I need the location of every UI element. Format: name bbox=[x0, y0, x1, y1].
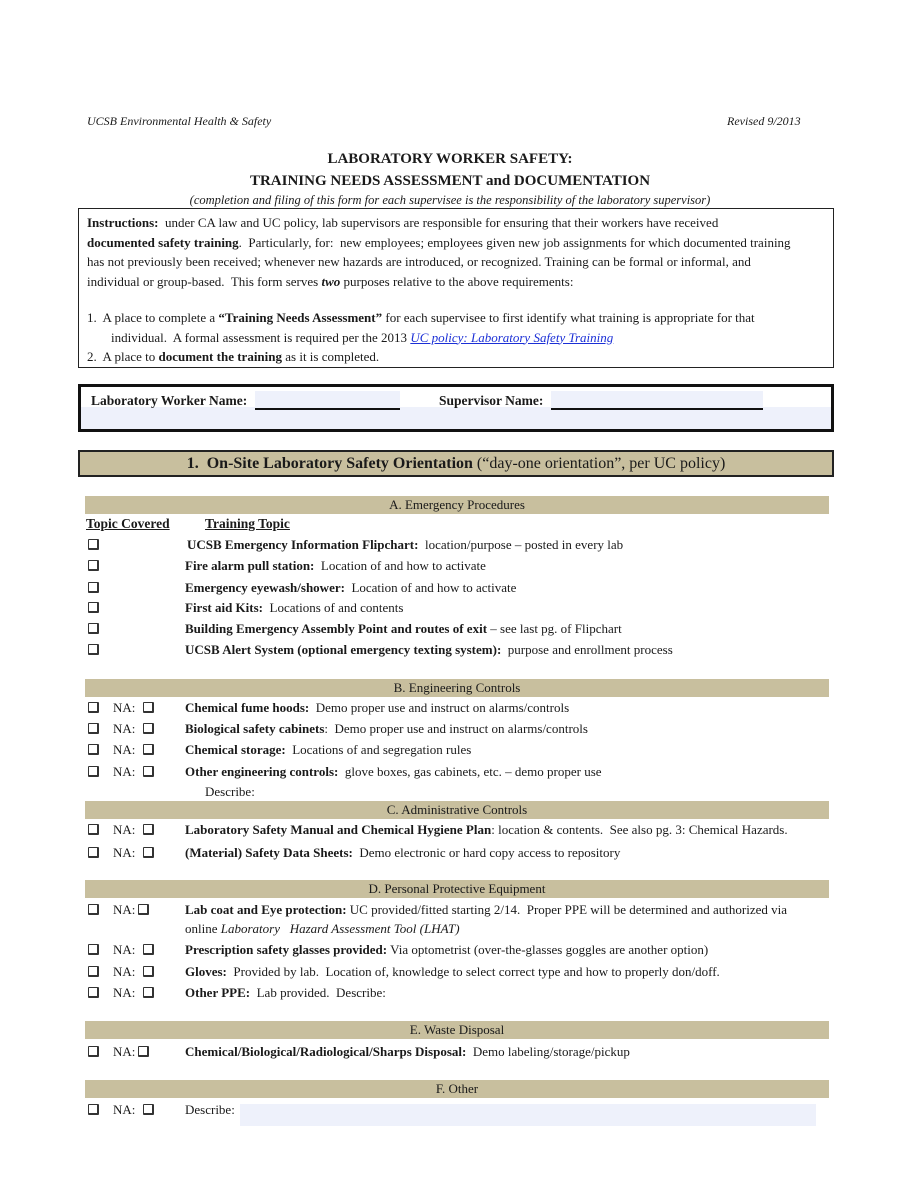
topic-covered-checkbox[interactable] bbox=[88, 966, 99, 977]
list-item bbox=[85, 619, 835, 639]
na-label: NA: bbox=[113, 721, 136, 736]
item-desc: Demo proper use and instruct on alarms/controls bbox=[309, 700, 570, 715]
item-title: Other PPE: bbox=[185, 985, 251, 1000]
topic-covered-checkbox[interactable] bbox=[88, 904, 99, 915]
supervisor-name-label: Supervisor Name: bbox=[439, 393, 544, 408]
item-desc: : Demo proper use and instruct on alarms/controls bbox=[324, 721, 588, 736]
item-title: Prescription safety glasses provided: bbox=[185, 942, 388, 957]
na-checkbox[interactable] bbox=[143, 824, 154, 835]
na-label: NA: bbox=[113, 985, 136, 1000]
list-item bbox=[85, 1100, 835, 1120]
section-1-note: (“day-one orientation”, per UC policy) bbox=[472, 455, 726, 472]
na-label: NA: bbox=[113, 1102, 136, 1117]
topic-covered-checkbox[interactable] bbox=[88, 702, 99, 713]
list-item bbox=[85, 598, 835, 618]
topic-covered-checkbox[interactable] bbox=[88, 582, 99, 593]
topic-covered-checkbox[interactable] bbox=[88, 644, 99, 655]
instructions-text: individual or group-based. This form serves bbox=[87, 273, 322, 289]
topic-covered-checkbox[interactable] bbox=[88, 560, 99, 571]
na-checkbox[interactable] bbox=[138, 904, 149, 915]
instructions-label: Instructions: bbox=[87, 215, 159, 230]
form-title-line2: TRAINING NEEDS ASSESSMENT and DOCUMENTATION bbox=[249, 173, 651, 189]
organization-name: UCSB Environmental Health & Safety bbox=[87, 114, 272, 128]
names-box bbox=[78, 384, 834, 432]
purpose-item-1: 1. A place to complete a bbox=[87, 310, 219, 325]
list-item bbox=[85, 740, 835, 760]
item-desc: Via optometrist (over-the-glasses goggles are another option) bbox=[387, 942, 709, 957]
item-title: Chemical/Biological/Radiological/Sharps Disposal: bbox=[185, 1044, 467, 1059]
item-desc: : location & contents. See also pg. 3: Chemical Hazards. bbox=[491, 822, 788, 837]
topic-covered-checkbox[interactable] bbox=[88, 539, 99, 550]
topic-covered-checkbox[interactable] bbox=[88, 744, 99, 755]
subsection-b-header: B. Engineering Controls bbox=[85, 679, 829, 697]
form-subtitle: (completion and filing of this form for each supervisee is the responsibility of the laboratory supervisor) bbox=[189, 193, 711, 207]
continuation-row bbox=[85, 919, 835, 939]
item-desc: Location of and how to activate bbox=[344, 580, 517, 595]
section-1-header bbox=[78, 450, 834, 477]
item-title: Building Emergency Assembly Point and routes of exit bbox=[185, 621, 488, 636]
purpose-item-2-text: as it is completed. bbox=[282, 349, 380, 364]
list-item bbox=[85, 983, 835, 1003]
na-label: NA: bbox=[113, 902, 136, 917]
item-title: Lab coat and Eye protection: bbox=[185, 902, 347, 917]
list-item bbox=[85, 962, 835, 982]
topic-covered-checkbox[interactable] bbox=[88, 1104, 99, 1115]
na-checkbox[interactable] bbox=[143, 766, 154, 777]
instructions-text: under CA law and UC policy, lab supervisors are responsible for ensuring that their workers have received bbox=[158, 215, 719, 230]
topic-covered-header: Topic Covered bbox=[86, 516, 170, 531]
item-desc: Locations of and contents bbox=[263, 600, 404, 615]
na-checkbox[interactable] bbox=[143, 744, 154, 755]
describe-label: Describe: bbox=[205, 784, 255, 799]
lhat-tool-name: Laboratory Hazard Assessment Tool (LHAT) bbox=[220, 921, 460, 936]
uc-policy-link[interactable]: UC policy: Laboratory Safety Training bbox=[410, 329, 614, 345]
item-desc: Demo labeling/storage/pickup bbox=[466, 1044, 630, 1059]
na-checkbox[interactable] bbox=[143, 944, 154, 955]
section-1-title: 1. On-Site Laboratory Safety Orientation bbox=[186, 455, 473, 472]
item-title: Fire alarm pull station: bbox=[185, 558, 315, 573]
supervisor-name-field[interactable] bbox=[551, 391, 763, 410]
item-title: Other engineering controls: bbox=[185, 764, 339, 779]
item-desc: location/purpose – posted in every lab bbox=[418, 537, 624, 552]
revision-date: Revised 9/2013 bbox=[727, 114, 801, 128]
list-item bbox=[85, 698, 835, 718]
worker-name-label: Laboratory Worker Name: bbox=[91, 393, 248, 408]
item-desc: glove boxes, gas cabinets, etc. – demo proper use bbox=[338, 764, 602, 779]
list-item bbox=[85, 719, 835, 739]
item-desc: Demo electronic or hard copy access to repository bbox=[352, 845, 621, 860]
na-checkbox[interactable] bbox=[138, 1046, 149, 1057]
subsection-f-header: F. Other bbox=[85, 1080, 829, 1098]
na-checkbox[interactable] bbox=[143, 987, 154, 998]
purpose-item-1-bold: “Training Needs Assessment” bbox=[218, 310, 383, 325]
item-desc: online bbox=[185, 921, 221, 936]
list-item bbox=[85, 762, 835, 782]
list-item bbox=[85, 1042, 835, 1062]
list-item bbox=[85, 820, 835, 840]
na-checkbox[interactable] bbox=[143, 702, 154, 713]
purpose-item-1-text: individual. A formal assessment is required per the 2013 bbox=[111, 329, 411, 345]
topic-covered-checkbox[interactable] bbox=[88, 1046, 99, 1057]
list-item bbox=[85, 535, 835, 555]
topic-covered-checkbox[interactable] bbox=[88, 723, 99, 734]
na-label: NA: bbox=[113, 964, 136, 979]
instructions-box bbox=[78, 208, 834, 368]
list-item bbox=[85, 843, 835, 863]
instructions-text: has not previously been received; whenever new hazards are introduced, or recognized. Training can be formal or informal, and bbox=[87, 254, 751, 269]
na-label: NA: bbox=[113, 742, 136, 757]
item-desc: Locations of and segregation rules bbox=[285, 742, 472, 757]
na-label: NA: bbox=[113, 845, 136, 860]
item-desc: Provided by lab. Location of, knowledge to select correct type and how to properly don/doff. bbox=[226, 964, 720, 979]
purpose-item-1-text: for each supervisee to first identify what training is appropriate for that bbox=[382, 310, 755, 325]
item-desc: – see last pg. of Flipchart bbox=[487, 621, 622, 636]
item-desc: Lab provided. Describe: bbox=[250, 985, 386, 1000]
item-title: UCSB Emergency Information Flipchart: bbox=[187, 537, 419, 552]
subsection-e-header: E. Waste Disposal bbox=[85, 1021, 829, 1039]
na-label: NA: bbox=[113, 764, 136, 779]
list-item bbox=[85, 940, 835, 960]
topic-covered-checkbox[interactable] bbox=[88, 623, 99, 634]
topic-covered-checkbox[interactable] bbox=[88, 824, 99, 835]
describe-label: Describe: bbox=[185, 1102, 235, 1117]
na-checkbox[interactable] bbox=[143, 966, 154, 977]
form-title-line1: LABORATORY WORKER SAFETY: bbox=[327, 151, 573, 167]
subsection-a-header: A. Emergency Procedures bbox=[85, 496, 829, 514]
item-title: Emergency eyewash/shower: bbox=[185, 580, 345, 595]
na-label: NA: bbox=[113, 942, 136, 957]
topic-covered-checkbox[interactable] bbox=[88, 944, 99, 955]
na-checkbox[interactable] bbox=[143, 1104, 154, 1115]
purpose-item-2-bold: document the training bbox=[158, 349, 282, 364]
instructions-text: . Particularly, for: new employees; employees given new job assignments for which documented training bbox=[238, 234, 791, 250]
na-label: NA: bbox=[113, 822, 136, 837]
na-checkbox[interactable] bbox=[143, 847, 154, 858]
purpose-item-2: 2. A place to bbox=[87, 349, 159, 364]
item-title: UCSB Alert System (optional emergency texting system): bbox=[185, 642, 502, 657]
topic-covered-checkbox[interactable] bbox=[88, 847, 99, 858]
topic-covered-checkbox[interactable] bbox=[88, 987, 99, 998]
item-desc: purpose and enrollment process bbox=[501, 642, 673, 657]
list-item bbox=[85, 556, 835, 576]
subsection-d-header: D. Personal Protective Equipment bbox=[85, 880, 829, 898]
item-title: Biological safety cabinets bbox=[185, 721, 325, 736]
instructions-emphasis: two bbox=[321, 273, 341, 289]
na-checkbox[interactable] bbox=[143, 723, 154, 734]
column-headers bbox=[85, 514, 835, 534]
item-title: Laboratory Safety Manual and Chemical Hygiene Plan bbox=[185, 822, 492, 837]
list-item bbox=[85, 900, 835, 920]
item-title: (Material) Safety Data Sheets: bbox=[185, 845, 353, 860]
item-title: Chemical fume hoods: bbox=[185, 700, 310, 715]
list-item bbox=[85, 578, 835, 598]
na-label: NA: bbox=[113, 1044, 136, 1059]
item-desc: Location of and how to activate bbox=[314, 558, 486, 573]
instructions-bold: documented safety training bbox=[87, 234, 239, 250]
training-topic-header: Training Topic bbox=[205, 516, 290, 531]
describe-row bbox=[85, 782, 835, 802]
item-title: Chemical storage: bbox=[185, 742, 286, 757]
topic-covered-checkbox[interactable] bbox=[88, 602, 99, 613]
subsection-c-header: C. Administrative Controls bbox=[85, 801, 829, 819]
list-item bbox=[85, 640, 835, 660]
worker-name-field[interactable] bbox=[255, 391, 400, 410]
item-title: First aid Kits: bbox=[185, 600, 263, 615]
instructions-text: purposes relative to the above requirements: bbox=[340, 273, 574, 289]
item-title: Gloves: bbox=[185, 964, 227, 979]
na-label: NA: bbox=[113, 700, 136, 715]
topic-covered-checkbox[interactable] bbox=[88, 766, 99, 777]
item-desc: UC provided/fitted starting 2/14. Proper PPE will be determined and authorized via bbox=[346, 902, 788, 917]
